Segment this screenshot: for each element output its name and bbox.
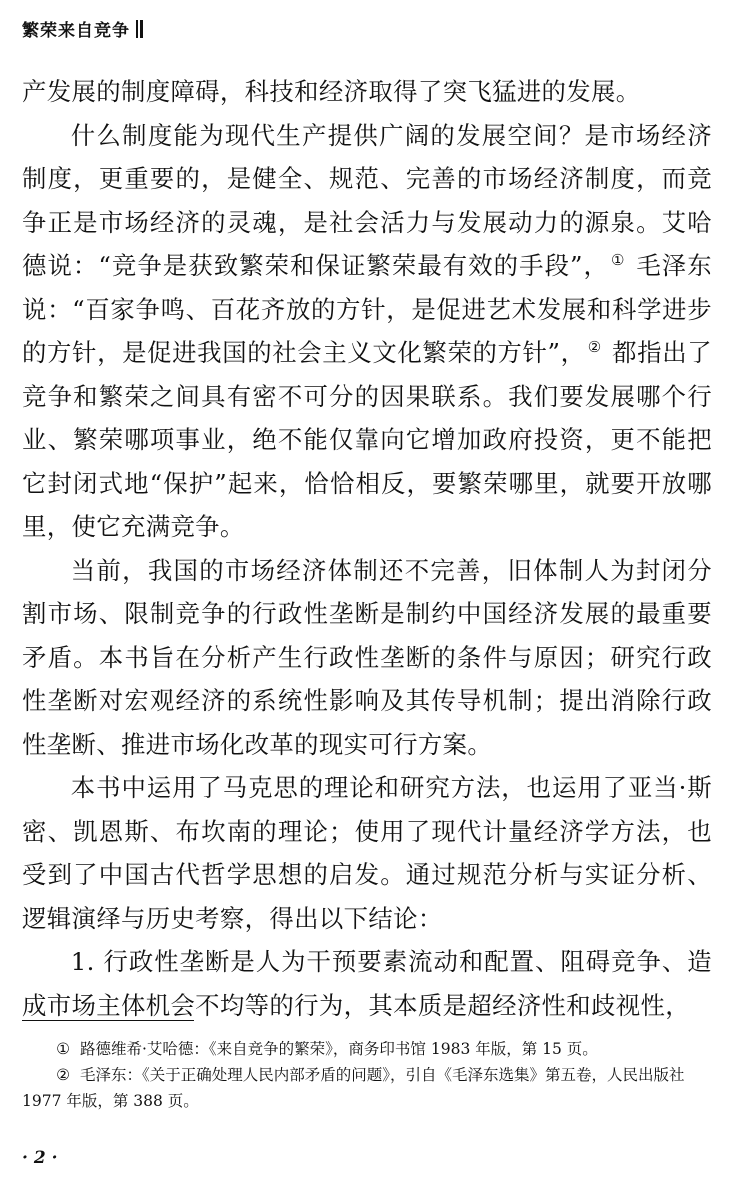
footnote-ref-1: ① (611, 250, 626, 269)
footnote-ref-2: ② (587, 337, 602, 356)
paragraph-2-part-c: 都指出了竞争和繁荣之间具有密不可分的因果联系。我们要发展哪个行业、繁荣哪项事业，绝不能仅靠向它增加政府投资，更不能把它封闭式地“保护”起来，恰恰相反，要繁荣哪里，就要开放哪里，使它充满竞争。 (22, 338, 712, 541)
footnote-1-text: 路德维希·艾哈德：《来自竞争的繁荣》，商务印书馆 1983 年版，第 15 页。 (80, 1040, 598, 1058)
footnote-1-mark: ① (56, 1040, 70, 1058)
running-head (22, 16, 143, 41)
paragraph-2 (22, 114, 712, 549)
footnote-2 (22, 1062, 712, 1114)
header-rule-bars (136, 20, 143, 38)
body-text (22, 70, 712, 1027)
running-title: 繁荣来自竞争 (22, 21, 130, 41)
paragraph-3: 当前，我国的市场经济体制还不完善，旧体制人为封闭分割市场、限制竞争的行政性垄断是制约中国经济发展的最重要矛盾。本书旨在分析产生行政性垄断的条件与原因；研究行政性垄断对宏观经济的系统性影响及其传导机制；提出消除行政性垄断、推进市场化改革的现实可行方案。 (22, 555, 712, 759)
paragraph-continued: 产发展的制度障碍，科技和经济取得了突飞猛进的发展。 (22, 77, 641, 106)
footnote-separator (22, 1020, 194, 1021)
paragraph-2-part-b: 毛泽东说：“百家争鸣、百花齐放的方针，是促进艺术发展和科学进步的方针，是促进我国的社会主义文化繁荣的方针”， (22, 251, 712, 367)
footnote-2-text: 毛泽东：《关于正确处理人民内部矛盾的问题》，引自《毛泽东选集》第五卷，人民出版社 1977 年版，第 388 页。 (22, 1066, 685, 1110)
paragraph-4: 本书中运用了马克思的理论和研究方法，也运用了亚当·斯密、凯恩斯、布坎南的理论；使用了现代计量经济学方法，也受到了中国古代哲学思想的启发。通过规范分析与实证分析、逻辑演绎与历史考察，得出以下结论： (22, 773, 712, 933)
page-number: · 2 · (22, 1148, 58, 1168)
paragraph-5: 1. 行政性垄断是人为干预要素流动和配置、阻碍竞争、造成市场主体机会不均等的行为，其本质是超经济性和歧视性， (22, 947, 712, 1020)
footnotes (22, 1036, 712, 1114)
footnote-1 (22, 1036, 712, 1062)
footnote-2-mark: ② (56, 1066, 70, 1084)
paragraph-2-part-a: 什么制度能为现代生产提供广阔的发展空间？是市场经济制度，更重要的，是健全、规范、完善的市场经济制度，而竞争正是市场经济的灵魂，是社会活力与发展动力的源泉。艾哈德说：“竞争是获致繁荣和保证繁荣最有效的手段”， (22, 120, 712, 280)
